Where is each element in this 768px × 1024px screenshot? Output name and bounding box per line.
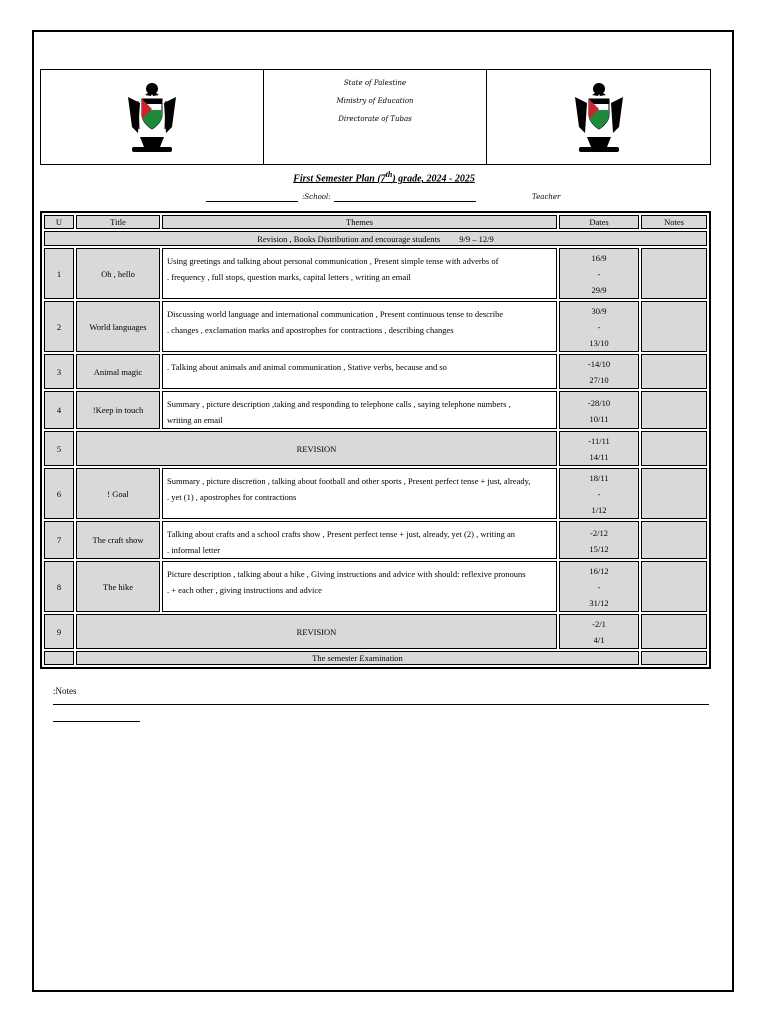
column-header: Dates [559,215,639,229]
unit-themes [162,468,557,519]
unit-number: 1 [44,248,74,299]
theme-line: . Talking about animals and animal communication , Stative verbs, because and so [167,362,447,372]
date-value: 27/10 [589,375,609,385]
unit-notes [641,301,707,352]
theme-line: . yet (1) , apostrophes for contractions [167,492,297,502]
unit-dates [559,614,639,649]
unit-themes [162,521,557,559]
unit-dates [559,391,639,429]
teacher-label: Teacher [532,193,561,201]
theme-line: Summary , picture description ,taking and responding to telephone calls , saying telephone numbers , [167,399,511,409]
date-value: - [597,269,601,279]
palestine-eagle-emblem-icon [120,77,184,157]
exam-cell: The semester Examination [76,651,639,665]
date-value: -2/12 [590,527,608,538]
unit-notes [641,391,707,429]
table-row [44,301,707,352]
school-blank-line [334,193,476,202]
title-superscript: th [385,170,393,179]
unit-dates [559,521,639,559]
unit-notes [641,521,707,559]
exam-row [44,651,707,665]
unit-title: World languages [76,301,160,352]
unit-notes [641,248,707,299]
unit-title: The craft show [76,521,160,559]
date-value: 16/12 [589,566,609,576]
exam-u-cell [44,651,74,665]
intro-dates: 9/9 – 12/9 [459,233,494,244]
unit-title: ! Goal [76,468,160,519]
table-row [44,614,707,649]
date-value: 14/11 [589,452,609,462]
column-header: Themes [162,215,557,229]
intro-cell [44,231,707,246]
title-text-end: ) grade, 2024 - 2025 [392,173,475,185]
date-value: - [597,489,601,499]
theme-line: Talking about crafts and a school crafts show , Present perfect tense + just, already, yet (2) , writing an [167,529,516,539]
notes-line-short [53,721,140,722]
table-row [44,521,707,559]
theme-line: . + each other , giving instructions and advice [167,585,322,595]
letterhead-line-ministry: Ministry of Education [336,97,414,105]
unit-dates [559,431,639,466]
unit-notes [641,468,707,519]
theme-line: . changes , exclamation marks and apostrophes for contractions , describing changes [167,325,454,335]
revision-cell: REVISION [76,614,557,649]
semester-plan-table [40,211,711,669]
theme-line: Summary , picture discretion , talking about football and other sports , Present perfect tense + just, already, [167,476,531,486]
unit-number: 7 [44,521,74,559]
unit-title: Oh , hello [76,248,160,299]
date-value: - [597,582,601,592]
unit-themes [162,561,557,612]
letterhead-line-directorate: Directorate of Tubas [338,115,412,123]
unit-title: !Keep in touch [76,391,160,429]
letterhead [40,69,711,165]
unit-themes [162,391,557,429]
revision-cell: REVISION [76,431,557,466]
letterhead-left [41,70,264,164]
unit-dates [559,248,639,299]
theme-line: Discussing world language and international communication , Present continuous tense to describe [167,309,504,319]
theme-line: Picture description , talking about a hike , Giving instructions and advice with should: reflexive pronouns [167,569,526,579]
date-value: 29/9 [591,285,607,295]
unit-number: 2 [44,301,74,352]
unit-number: 4 [44,391,74,429]
date-value: 1/12 [591,505,607,515]
exam-notes-cell [641,651,707,665]
table-row [44,354,707,389]
unit-notes [641,561,707,612]
unit-title: The hike [76,561,160,612]
blank-line [206,193,298,202]
unit-themes [162,301,557,352]
theme-line: Using greetings and talking about personal communication , Present simple tense with adverbs of [167,256,499,266]
unit-dates [559,354,639,389]
table-row [44,468,707,519]
unit-notes [641,614,707,649]
column-header: U [44,215,74,229]
date-value: -28/10 [587,397,611,408]
table-header-row [44,215,707,229]
document-title [0,170,768,184]
letterhead-right [487,70,710,164]
date-value: 31/12 [589,598,609,608]
unit-dates [559,301,639,352]
date-value: 4/1 [593,635,605,645]
unit-number: 3 [44,354,74,389]
unit-dates [559,561,639,612]
date-value: 30/9 [591,306,607,316]
letterhead-line-state: State of Palestine [343,79,407,87]
table-row [44,391,707,429]
school-label: :School: [302,193,331,201]
intro-text: Revision , Books Distribution and encourage students [257,233,441,244]
unit-dates [559,468,639,519]
unit-themes [162,354,557,389]
unit-notes [641,354,707,389]
unit-number: 6 [44,468,74,519]
table-row [44,431,707,466]
column-header: Title [76,215,160,229]
title-text: First Semester Plan (7 [293,173,386,185]
date-value: 10/11 [589,413,609,424]
date-value: 13/10 [589,338,609,348]
table-row [44,248,707,299]
date-value: -14/10 [587,359,611,369]
unit-number: 8 [44,561,74,612]
date-value: 18/11 [589,473,609,483]
column-header: Notes [641,215,707,229]
unit-title: Animal magic [76,354,160,389]
theme-line: writing an email [167,415,223,425]
notes-label: :Notes [53,686,77,696]
date-value: -11/11 [588,436,610,446]
table-row [44,561,707,612]
notes-line [53,704,709,705]
date-value: - [597,322,601,332]
unit-number: 9 [44,614,74,649]
unit-themes [162,248,557,299]
date-value: 15/12 [589,543,609,554]
theme-line: . informal letter [167,545,221,555]
unit-notes [641,431,707,466]
unit-number: 5 [44,431,74,466]
date-value: -2/1 [592,619,606,629]
intro-row [44,231,707,246]
palestine-eagle-emblem-icon [567,77,631,157]
theme-line: . frequency , full stops, question marks, capital letters , writing an email [167,272,411,282]
letterhead-center [264,70,487,164]
date-value: 16/9 [591,253,607,263]
